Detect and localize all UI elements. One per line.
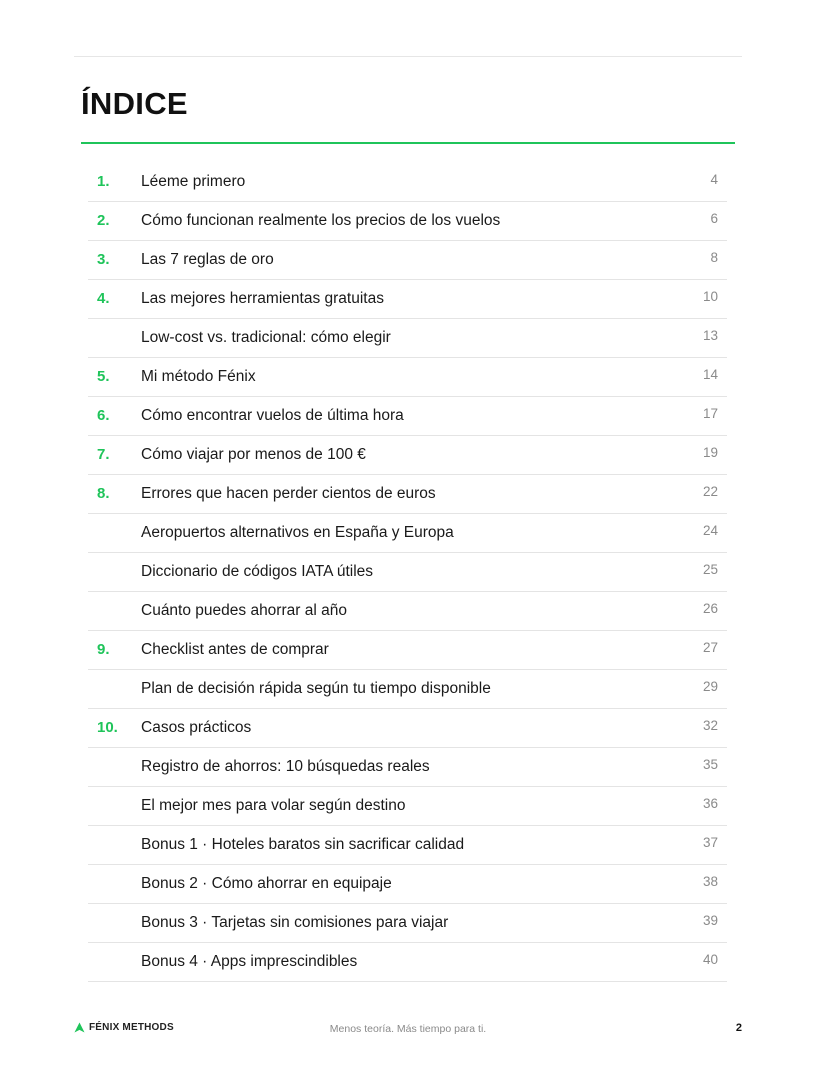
toc-entry-number: 3. <box>97 251 110 268</box>
toc-entry-title: Mi método Fénix <box>141 368 256 385</box>
toc-entry-page: 39 <box>702 913 718 928</box>
toc-entry-page: 19 <box>702 445 718 460</box>
toc-entry[interactable] <box>88 943 727 982</box>
title-underline <box>81 142 735 144</box>
toc-entry-number: 1. <box>97 173 110 190</box>
toc-entry-page: 10 <box>702 289 718 304</box>
toc-entry-number: 2. <box>97 212 110 229</box>
toc-entry[interactable] <box>88 280 727 319</box>
toc-entry-title: Bonus 3 · Tarjetas sin comisiones para viajar <box>141 914 449 931</box>
toc-entry[interactable] <box>88 865 727 904</box>
table-of-contents <box>88 163 727 982</box>
toc-entry-page: 17 <box>702 406 718 421</box>
toc-entry-page: 8 <box>710 250 718 265</box>
toc-entry-number: 5. <box>97 368 110 385</box>
toc-entry[interactable] <box>88 826 727 865</box>
toc-entry-page: 25 <box>702 562 718 577</box>
toc-entry-title: Las 7 reglas de oro <box>141 251 274 268</box>
toc-entry-page: 32 <box>702 718 718 733</box>
toc-entry[interactable] <box>88 748 727 787</box>
toc-entry-page: 36 <box>702 796 718 811</box>
toc-entry[interactable] <box>88 631 727 670</box>
page-footer <box>74 1022 742 1038</box>
toc-entry-page: 38 <box>702 874 718 889</box>
toc-entry-title: El mejor mes para volar según destino <box>141 797 406 814</box>
toc-entry-title: Cómo funcionan realmente los precios de los vuelos <box>141 212 501 229</box>
toc-entry-page: 26 <box>702 601 718 616</box>
toc-entry-title: Aeropuertos alternativos en España y Europa <box>141 524 454 541</box>
toc-entry-number: 10. <box>97 719 118 736</box>
toc-entry-title: Diccionario de códigos IATA útiles <box>141 563 374 580</box>
toc-entry-page: 27 <box>702 640 718 655</box>
toc-entry-title: Cómo viajar por menos de 100 € <box>141 446 366 463</box>
toc-entry-title: Bonus 1 · Hoteles baratos sin sacrificar calidad <box>141 836 465 853</box>
toc-entry[interactable] <box>88 397 727 436</box>
page-title: ÍNDICE <box>81 86 188 121</box>
toc-entry[interactable] <box>88 787 727 826</box>
fenix-logo-icon <box>74 1022 85 1033</box>
toc-entry-page: 35 <box>702 757 718 772</box>
brand-name: FÉNIX METHODS <box>89 1022 174 1033</box>
toc-entry[interactable] <box>88 904 727 943</box>
toc-entry-number: 8. <box>97 485 110 502</box>
toc-entry-page: 14 <box>702 367 718 382</box>
toc-entry-title: Cuánto puedes ahorrar al año <box>141 602 347 619</box>
toc-entry[interactable] <box>88 241 727 280</box>
toc-entry[interactable] <box>88 319 727 358</box>
toc-entry[interactable] <box>88 163 727 202</box>
toc-entry-title: Bonus 4 · Apps imprescindibles <box>141 953 358 970</box>
toc-entry[interactable] <box>88 475 727 514</box>
toc-entry-number: 9. <box>97 641 110 658</box>
toc-entry-page: 6 <box>710 211 718 226</box>
toc-entry-title: Low-cost vs. tradicional: cómo elegir <box>141 329 391 346</box>
toc-entry-title: Las mejores herramientas gratuitas <box>141 290 384 307</box>
toc-entry-title: Errores que hacen perder cientos de euros <box>141 485 436 502</box>
page-number: 2 <box>735 1022 742 1034</box>
toc-entry[interactable] <box>88 358 727 397</box>
toc-entry-title: Plan de decisión rápida según tu tiempo disponible <box>141 680 491 697</box>
footer-tagline: Menos teoría. Más tiempo para ti. <box>329 1023 487 1035</box>
top-divider <box>74 56 742 57</box>
toc-entry-title: Bonus 2 · Cómo ahorrar en equipaje <box>141 875 392 892</box>
toc-entry-title: Casos prácticos <box>141 719 252 736</box>
toc-entry-title: Cómo encontrar vuelos de última hora <box>141 407 404 424</box>
toc-entry-page: 24 <box>702 523 718 538</box>
toc-entry[interactable] <box>88 202 727 241</box>
toc-entry-title: Léeme primero <box>141 173 246 190</box>
toc-entry-page: 29 <box>702 679 718 694</box>
toc-entry-number: 7. <box>97 446 110 463</box>
toc-entry[interactable] <box>88 514 727 553</box>
footer-brand <box>74 1022 174 1033</box>
toc-entry-page: 4 <box>710 172 718 187</box>
toc-entry-page: 13 <box>702 328 718 343</box>
toc-entry[interactable] <box>88 553 727 592</box>
toc-entry-number: 6. <box>97 407 110 424</box>
toc-entry-page: 22 <box>702 484 718 499</box>
toc-entry-page: 40 <box>702 952 718 967</box>
toc-entry-title: Registro de ahorros: 10 búsquedas reales <box>141 758 430 775</box>
toc-entry-number: 4. <box>97 290 110 307</box>
toc-entry-title: Checklist antes de comprar <box>141 641 329 658</box>
toc-entry[interactable] <box>88 709 727 748</box>
toc-entry[interactable] <box>88 670 727 709</box>
toc-entry[interactable] <box>88 436 727 475</box>
toc-entry-page: 37 <box>702 835 718 850</box>
toc-entry[interactable] <box>88 592 727 631</box>
